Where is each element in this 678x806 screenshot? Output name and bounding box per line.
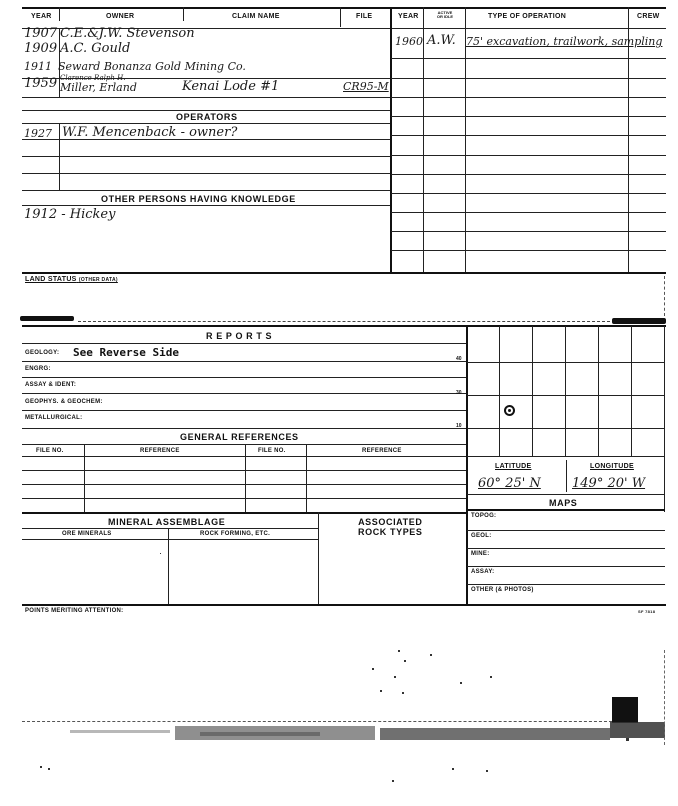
associated-rock-types-header: ASSOCIATED ROCK TYPES [358, 517, 423, 537]
activity-year-1960: 1960 [395, 35, 423, 48]
maps-title: MAPS [549, 498, 578, 508]
ore-minerals-header: ORE MINERALS [62, 531, 112, 537]
latitude-value: 60° 25' N [478, 476, 541, 491]
ref-reference-header-2: REFERENCE [362, 448, 402, 454]
maps-geol: GEOL: [471, 533, 492, 539]
longitude-value: 149° 20' W [572, 476, 646, 491]
owner-header: OWNER [106, 13, 135, 20]
operator-name-1927: W.F. Mencenback - owner? [62, 125, 238, 140]
file-1959: CR95-M [343, 80, 389, 93]
owner-name-1909: A.C. Gould [60, 41, 131, 56]
points-meriting-attention-label: POINTS MERITING ATTENTION: [25, 608, 124, 614]
owner-firstnames-1959: Clarence Ralph H. [60, 74, 126, 82]
mineral-assemblage-title: MINERAL ASSEMBLAGE [108, 517, 226, 527]
margin-number-40: 40 [456, 356, 462, 362]
claim-name-header: CLAIM NAME [232, 13, 280, 20]
file-header: FILE [356, 13, 373, 20]
ref-reference-header-1: REFERENCE [140, 448, 180, 454]
owner-year-1959: 1959 [24, 76, 58, 91]
maps-assay: ASSAY: [471, 569, 495, 575]
margin-number-30: 30 [456, 390, 462, 396]
year-header: YEAR [31, 13, 52, 20]
location-marker-icon [504, 405, 515, 416]
owner-name-1911: Seward Bonanza Gold Mining Co. [58, 60, 246, 73]
report-geology-label: GEOLOGY: [25, 350, 60, 356]
margin-number-10: 10 [456, 423, 462, 429]
owner-year-1909: 1909 [24, 41, 58, 56]
ref-file-no-header-1: FILE NO. [36, 448, 64, 454]
owner-name-1907: C.E.&J.W. Stevenson [60, 26, 195, 41]
maps-topog: TOPOG: [471, 513, 497, 519]
report-metallurgical-label: METALLURGICAL: [25, 415, 83, 421]
operators-title: OPERATORS [176, 112, 238, 122]
latitude-label: LATITUDE [495, 463, 532, 470]
owner-year-1911: 1911 [24, 60, 52, 73]
longitude-label: LONGITUDE [590, 463, 634, 470]
activity-active-1960: A.W. [427, 33, 456, 48]
report-geophys-label: GEOPHYS. & GEOCHEM: [25, 399, 103, 405]
crew-header: CREW [637, 13, 660, 20]
rock-forming-header: ROCK FORMING, ETC. [200, 531, 271, 537]
land-status-label: LAND STATUS (OTHER DATA) [25, 276, 118, 283]
report-geology-value: See Reverse Side [73, 346, 179, 359]
owner-name-1959: Miller, Erland [60, 81, 137, 94]
maps-mine: MINE: [471, 551, 490, 557]
ref-file-no-header-2: FILE NO. [258, 448, 286, 454]
owner-year-1907: 1907 [24, 26, 58, 41]
general-references-title: GENERAL REFERENCES [180, 432, 299, 442]
form-number: SF 7818 [638, 609, 656, 614]
reports-title: R E P O R T S [206, 331, 273, 341]
other-persons-title: OTHER PERSONS HAVING KNOWLEDGE [101, 194, 296, 204]
other-person-1912: 1912 - Hickey [24, 207, 116, 222]
active-header: ACTIVE OR IDLE [436, 10, 454, 19]
type-of-operation-header: TYPE OF OPERATION [488, 13, 567, 20]
operator-year-1927: 1927 [24, 127, 52, 140]
activity-operation-1960: 75' excavation, trailwork, sampling [466, 35, 663, 48]
report-engrg-label: ENGRG: [25, 366, 51, 372]
claim-name-1959: Kenai Lode #1 [182, 79, 280, 94]
year2-header: YEAR [398, 13, 419, 20]
maps-other: OTHER (& PHOTOS) [471, 587, 534, 593]
report-assay-label: ASSAY & IDENT: [25, 382, 77, 388]
